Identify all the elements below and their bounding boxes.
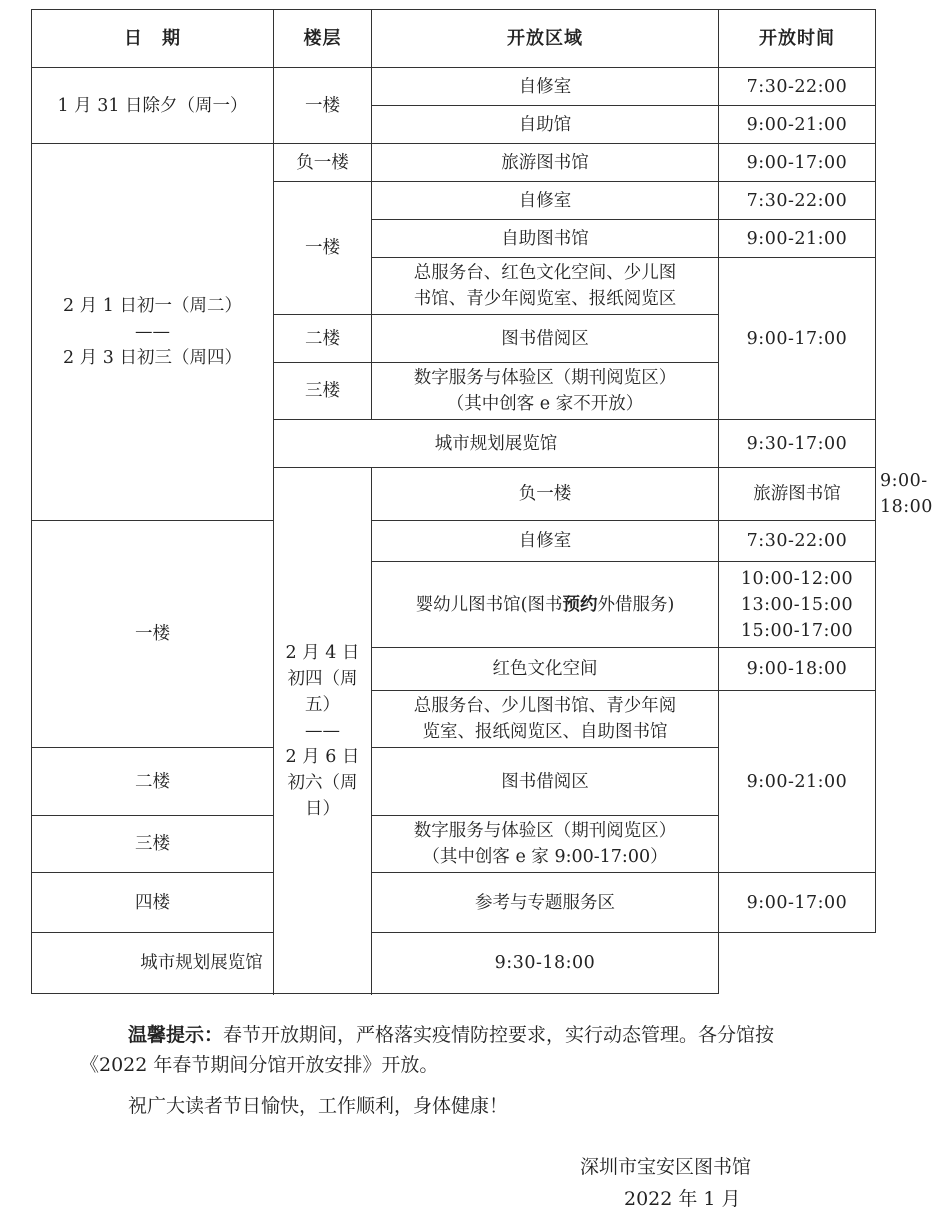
area-cell: 自修室 <box>372 521 719 562</box>
time-line: 10:00-12:00 <box>740 568 854 589</box>
area-line: 数字服务与体验区（期刊阅览区） <box>413 368 677 388</box>
notice-label: 温馨提示： <box>128 1024 224 1046</box>
date-range-cell <box>32 144 274 521</box>
area-cell: 参考与专题服务区 <box>372 873 719 933</box>
table-row <box>32 873 876 933</box>
date-range-cell <box>274 468 372 994</box>
floor-cell: 负一楼 <box>274 144 372 182</box>
area-line: （其中创客 e 家 9:00-17:00） <box>422 847 668 867</box>
area-cell: 自修室 <box>372 68 719 106</box>
area-cell: 城市规划展览馆 <box>32 933 372 994</box>
table-header-row <box>32 10 876 68</box>
area-text: 外借服务) <box>597 594 675 615</box>
floor-cell: 一楼 <box>274 68 372 144</box>
floor-cell: 四楼 <box>32 873 274 933</box>
table-row: 2 月 4 日初四（周五） —— 2 月 6 日初六（周日） 负一楼 旅游图书馆 9:00-18:00 <box>32 468 876 521</box>
area-cell <box>372 363 719 420</box>
floor-cell: 三楼 <box>32 816 274 873</box>
area-line: 总服务台、少儿图书馆、青少年阅 <box>413 696 677 716</box>
date-separator: —— <box>305 720 340 741</box>
area-line: （其中创客 e 家不开放） <box>446 394 644 414</box>
area-cell: 红色文化空间 <box>372 648 719 691</box>
time-cell: 7:30-22:00 <box>719 68 876 106</box>
floor-cell: 负一楼 <box>372 468 719 521</box>
floor-cell: 一楼 <box>274 182 372 315</box>
opening-hours-table <box>31 9 933 994</box>
notice-text: 春节开放期间，严格落实疫情防控要求，实行动态管理。各分馆按《2022 年春节期间分馆开放安排》开放。 <box>80 1024 775 1076</box>
area-cell: 自助图书馆 <box>372 220 719 258</box>
time-cell: 9:00-21:00 <box>719 691 876 873</box>
area-cell: 自修室 <box>372 182 719 220</box>
time-cell: 9:00-17:00 <box>719 873 876 933</box>
time-cell: 7:30-22:00 <box>719 182 876 220</box>
area-line: 数字服务与体验区（期刊阅览区） <box>413 821 677 841</box>
table-row <box>32 144 876 182</box>
time-cell: 7:30-22:00 <box>719 521 876 562</box>
date-end: 2 月 6 日初六（周日） <box>285 746 360 819</box>
area-text-bold: 预约 <box>562 594 598 615</box>
signature-date: 2022 年 1 月 <box>624 1188 741 1210</box>
area-cell: 自助馆 <box>372 106 719 144</box>
date-start: 2 月 1 日初一（周二） <box>63 296 242 316</box>
time-cell: 9:00-17:00 <box>719 144 876 182</box>
area-line: 览室、报纸阅览区、自助图书馆 <box>422 722 668 742</box>
area-cell: 城市规划展览馆 <box>274 420 719 468</box>
date-start: 2 月 4 日初四（周五） <box>285 642 360 715</box>
date-separator: —— <box>135 322 170 342</box>
area-cell: 图书借阅区 <box>372 748 719 816</box>
date-cell: 1 月 31 日除夕（周一） <box>32 68 274 144</box>
time-cell: 9:30-17:00 <box>719 420 876 468</box>
time-line: 13:00-15:00 <box>740 594 854 615</box>
table-row <box>32 68 876 106</box>
header-time: 开放时间 <box>719 10 876 68</box>
header-date: 日 期 <box>32 10 274 68</box>
signature-org: 深圳市宝安区图书馆 <box>580 1156 752 1178</box>
time-line: 15:00-17:00 <box>740 620 854 641</box>
time-cell: 9:00-21:00 <box>719 106 876 144</box>
area-cell <box>372 691 719 748</box>
time-cell: 9:00-18:00 <box>719 648 876 691</box>
time-cell: 9:30-18:00 <box>372 933 719 994</box>
area-cell: 旅游图书馆 <box>372 144 719 182</box>
area-cell <box>372 816 719 873</box>
floor-cell: 一楼 <box>32 521 274 748</box>
area-cell <box>372 258 719 315</box>
table-row <box>32 521 876 562</box>
floor-cell: 三楼 <box>274 363 372 420</box>
notice-paragraph <box>80 1020 840 1080</box>
area-text: 婴幼儿图书馆(图书 <box>415 594 563 615</box>
time-cell: 9:00-21:00 <box>719 220 876 258</box>
area-line: 总服务台、红色文化空间、少儿图 <box>413 263 677 283</box>
blessing-paragraph: 祝广大读者节日愉快，工作顺利，身体健康！ <box>128 1095 509 1117</box>
floor-cell: 二楼 <box>32 748 274 816</box>
area-cell <box>372 562 719 648</box>
date-end: 2 月 3 日初三（周四） <box>63 348 242 368</box>
time-cell <box>719 562 876 648</box>
time-cell: 9:00-17:00 <box>719 258 876 420</box>
area-cell: 旅游图书馆 <box>719 468 876 521</box>
floor-cell: 二楼 <box>274 315 372 363</box>
area-line: 书馆、青少年阅览室、报纸阅览区 <box>413 289 677 309</box>
area-cell: 图书借阅区 <box>372 315 719 363</box>
header-floor: 楼层 <box>274 10 372 68</box>
table-row <box>32 933 876 994</box>
header-area: 开放区域 <box>372 10 719 68</box>
